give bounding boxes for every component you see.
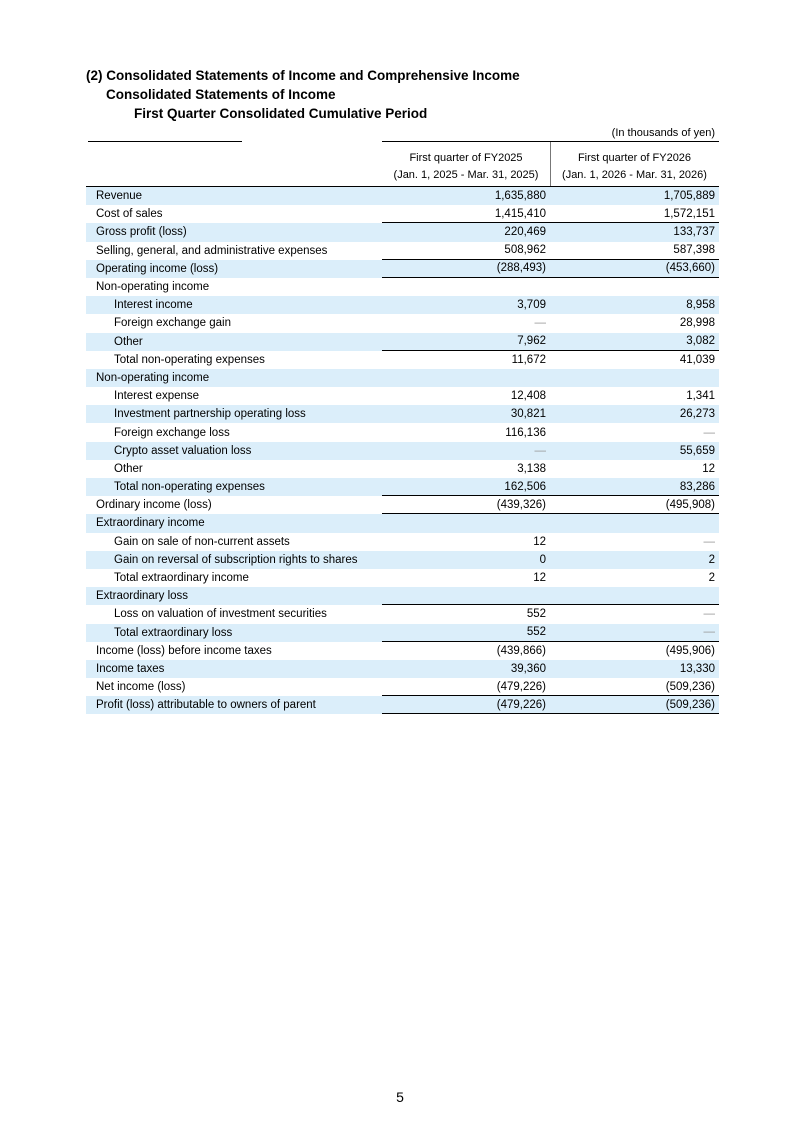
value-fy2025 bbox=[382, 496, 550, 514]
value-fy2026 bbox=[550, 587, 719, 605]
section-title: (2) Consolidated Statements of Income and Comprehensive Income bbox=[86, 68, 520, 83]
row-label: Foreign exchange gain bbox=[114, 317, 231, 330]
value-fy2026 bbox=[550, 351, 719, 369]
value-fy2026 bbox=[550, 642, 719, 660]
table-row bbox=[86, 423, 719, 441]
row-label: Income taxes bbox=[96, 662, 165, 675]
cell-value: 0 bbox=[539, 553, 546, 566]
column-header-fy2025 bbox=[382, 150, 550, 184]
value-fy2026 bbox=[550, 369, 719, 387]
table-row bbox=[86, 351, 719, 369]
value-fy2025 bbox=[382, 696, 550, 714]
table-row bbox=[86, 369, 719, 387]
cell-value: 587,398 bbox=[673, 244, 715, 257]
cell-value: 3,709 bbox=[517, 299, 546, 312]
cell-value: 1,705,889 bbox=[663, 190, 715, 203]
row-label: Revenue bbox=[96, 190, 143, 203]
cell-value: 7,962 bbox=[517, 335, 546, 348]
value-fy2026 bbox=[550, 314, 719, 332]
row-label: Interest income bbox=[114, 299, 193, 312]
value-fy2025 bbox=[382, 551, 550, 569]
row-label: Extraordinary loss bbox=[96, 590, 189, 603]
table-row bbox=[86, 405, 719, 423]
cell-value: 11,672 bbox=[511, 353, 546, 366]
column-header-line2: (Jan. 1, 2026 - Mar. 31, 2026) bbox=[562, 169, 707, 181]
row-label: Gain on reversal of subscription rights to shares bbox=[114, 553, 358, 566]
value-fy2026 bbox=[550, 205, 719, 223]
row-label: Selling, general, and administrative expenses bbox=[96, 244, 328, 257]
cell-value: 2 bbox=[708, 572, 715, 585]
cell-value: 83,286 bbox=[679, 480, 715, 493]
row-label: Operating income (loss) bbox=[96, 262, 219, 275]
cell-value: (479,226) bbox=[496, 680, 546, 693]
value-fy2025 bbox=[382, 369, 550, 387]
cell-value: 30,821 bbox=[510, 408, 546, 421]
table-row bbox=[86, 278, 719, 296]
value-fy2025 bbox=[382, 624, 550, 642]
cell-value: 26,273 bbox=[679, 408, 715, 421]
value-fy2025 bbox=[382, 514, 550, 532]
value-fy2025 bbox=[382, 569, 550, 587]
cell-value: 552 bbox=[526, 608, 546, 621]
cell-value: (453,660) bbox=[665, 262, 715, 275]
value-fy2025 bbox=[382, 296, 550, 314]
cell-value: 220,469 bbox=[504, 226, 546, 239]
value-fy2025 bbox=[382, 333, 550, 351]
table-row bbox=[86, 460, 719, 478]
row-label: Income (loss) before income taxes bbox=[96, 644, 272, 657]
value-fy2026 bbox=[550, 278, 719, 296]
table-row bbox=[86, 296, 719, 314]
table-row bbox=[86, 442, 719, 460]
value-fy2025 bbox=[382, 205, 550, 223]
cell-value: 116,136 bbox=[505, 426, 546, 439]
value-fy2026 bbox=[550, 624, 719, 642]
table-row bbox=[86, 678, 719, 696]
cell-value: 1,341 bbox=[686, 390, 715, 403]
row-label: Extraordinary income bbox=[96, 517, 205, 530]
value-fy2025 bbox=[382, 442, 550, 460]
table-row bbox=[86, 496, 719, 514]
page-number: 5 bbox=[396, 1089, 404, 1105]
row-label: Cost of sales bbox=[96, 208, 163, 221]
value-fy2026 bbox=[550, 533, 719, 551]
value-fy2026 bbox=[550, 423, 719, 441]
row-label: Loss on valuation of investment securities bbox=[114, 608, 327, 621]
cell-value: (439,866) bbox=[496, 644, 546, 657]
row-label: Total extraordinary loss bbox=[114, 626, 233, 639]
value-fy2025 bbox=[382, 223, 550, 241]
cell-value: 1,572,151 bbox=[663, 207, 715, 220]
cell-value: (495,908) bbox=[665, 498, 715, 511]
value-fy2026 bbox=[550, 478, 719, 496]
row-label: Total non-operating expenses bbox=[114, 481, 265, 494]
row-label: Gain on sale of non-current assets bbox=[114, 535, 290, 548]
cell-value: 55,659 bbox=[679, 444, 715, 457]
value-fy2026 bbox=[550, 187, 719, 205]
value-fy2025 bbox=[382, 423, 550, 441]
column-header-fy2026 bbox=[550, 150, 719, 184]
value-fy2026 bbox=[550, 514, 719, 532]
cell-value: 41,039 bbox=[679, 353, 715, 366]
table-row bbox=[86, 387, 719, 405]
statement-subtitle: Consolidated Statements of Income bbox=[106, 87, 336, 102]
cell-value: — bbox=[703, 626, 715, 639]
column-header-line1: First quarter of FY2025 bbox=[409, 152, 523, 164]
table-row bbox=[86, 642, 719, 660]
table-row bbox=[86, 223, 719, 241]
cell-value: 12 bbox=[702, 462, 715, 475]
row-label: Interest expense bbox=[114, 390, 200, 403]
row-label: Non-operating income bbox=[96, 281, 210, 294]
row-label: Crypto asset valuation loss bbox=[114, 444, 252, 457]
cell-value: — bbox=[703, 426, 715, 439]
row-label: Gross profit (loss) bbox=[96, 226, 187, 239]
value-fy2026 bbox=[550, 223, 719, 241]
table-row bbox=[86, 624, 719, 642]
value-fy2026 bbox=[550, 496, 719, 514]
cell-value: 12,408 bbox=[510, 390, 546, 403]
cell-value: (479,226) bbox=[496, 698, 546, 711]
cell-value: — bbox=[534, 317, 546, 330]
cell-value: (509,236) bbox=[665, 680, 715, 693]
value-fy2026 bbox=[550, 660, 719, 678]
row-label: Other bbox=[114, 335, 143, 348]
cell-value: 2 bbox=[708, 553, 715, 566]
cell-value: 12 bbox=[533, 572, 546, 585]
table-row bbox=[86, 660, 719, 678]
income-statement-table bbox=[86, 186, 719, 714]
value-fy2025 bbox=[382, 605, 550, 623]
row-label: Total non-operating expenses bbox=[114, 353, 265, 366]
period-title: First Quarter Consolidated Cumulative Period bbox=[134, 106, 428, 121]
cell-value: 508,962 bbox=[504, 244, 546, 257]
value-fy2026 bbox=[550, 242, 719, 260]
table-row bbox=[86, 314, 719, 332]
value-fy2025 bbox=[382, 642, 550, 660]
value-fy2026 bbox=[550, 460, 719, 478]
row-label: Total extraordinary income bbox=[114, 572, 249, 585]
table-row bbox=[86, 551, 719, 569]
header-rule-left bbox=[88, 141, 242, 142]
cell-value: 8,958 bbox=[686, 299, 715, 312]
value-fy2026 bbox=[550, 442, 719, 460]
cell-value: — bbox=[703, 608, 715, 621]
value-fy2025 bbox=[382, 351, 550, 369]
value-fy2025 bbox=[382, 260, 550, 278]
value-fy2025 bbox=[382, 314, 550, 332]
row-label: Profit (loss) attributable to owners of parent bbox=[96, 699, 316, 712]
value-fy2026 bbox=[550, 387, 719, 405]
table-row bbox=[86, 569, 719, 587]
value-fy2025 bbox=[382, 660, 550, 678]
unit-note: (In thousands of yen) bbox=[611, 127, 715, 139]
value-fy2025 bbox=[382, 405, 550, 423]
value-fy2025 bbox=[382, 460, 550, 478]
cell-value: (509,236) bbox=[665, 698, 715, 711]
cell-value: 552 bbox=[526, 626, 546, 639]
cell-value: 3,138 bbox=[517, 462, 546, 475]
value-fy2026 bbox=[550, 696, 719, 714]
table-row bbox=[86, 605, 719, 623]
value-fy2026 bbox=[550, 569, 719, 587]
table-row bbox=[86, 333, 719, 351]
table-row bbox=[86, 260, 719, 278]
value-fy2025 bbox=[382, 242, 550, 260]
row-label: Other bbox=[114, 462, 143, 475]
table-row bbox=[86, 478, 719, 496]
value-fy2026 bbox=[550, 605, 719, 623]
value-fy2026 bbox=[550, 678, 719, 696]
value-fy2025 bbox=[382, 587, 550, 605]
cell-value: (288,493) bbox=[496, 262, 546, 275]
cell-value: (439,326) bbox=[496, 498, 546, 511]
cell-value: 13,330 bbox=[679, 662, 715, 675]
value-fy2026 bbox=[550, 405, 719, 423]
cell-value: — bbox=[703, 535, 715, 548]
row-label: Non-operating income bbox=[96, 371, 210, 384]
cell-value: 1,635,880 bbox=[494, 190, 546, 203]
value-fy2026 bbox=[550, 333, 719, 351]
table-row bbox=[86, 242, 719, 260]
cell-value: 3,082 bbox=[686, 335, 715, 348]
cell-value: 133,737 bbox=[673, 226, 715, 239]
value-fy2026 bbox=[550, 296, 719, 314]
table-row bbox=[86, 696, 719, 714]
value-fy2025 bbox=[382, 533, 550, 551]
cell-value: (495,906) bbox=[665, 644, 715, 657]
value-fy2025 bbox=[382, 478, 550, 496]
table-row bbox=[86, 205, 719, 223]
cell-value: — bbox=[534, 444, 546, 457]
table-row bbox=[86, 587, 719, 605]
cell-value: 39,360 bbox=[510, 662, 546, 675]
column-header-line2: (Jan. 1, 2025 - Mar. 31, 2025) bbox=[393, 169, 539, 181]
cell-value: 28,998 bbox=[679, 317, 715, 330]
cell-value: 1,415,410 bbox=[494, 207, 546, 220]
table-row bbox=[86, 514, 719, 532]
value-fy2026 bbox=[550, 260, 719, 278]
value-fy2025 bbox=[382, 187, 550, 205]
table-row bbox=[86, 187, 719, 205]
value-fy2025 bbox=[382, 387, 550, 405]
value-fy2026 bbox=[550, 551, 719, 569]
cell-value: 12 bbox=[533, 535, 546, 548]
row-label: Investment partnership operating loss bbox=[114, 408, 306, 421]
row-label: Net income (loss) bbox=[96, 681, 186, 694]
cell-value: 162,506 bbox=[504, 480, 546, 493]
value-fy2025 bbox=[382, 278, 550, 296]
value-fy2025 bbox=[382, 678, 550, 696]
row-label: Ordinary income (loss) bbox=[96, 499, 212, 512]
table-row bbox=[86, 533, 719, 551]
row-label: Foreign exchange loss bbox=[114, 426, 230, 439]
column-header-line1: First quarter of FY2026 bbox=[577, 152, 692, 164]
